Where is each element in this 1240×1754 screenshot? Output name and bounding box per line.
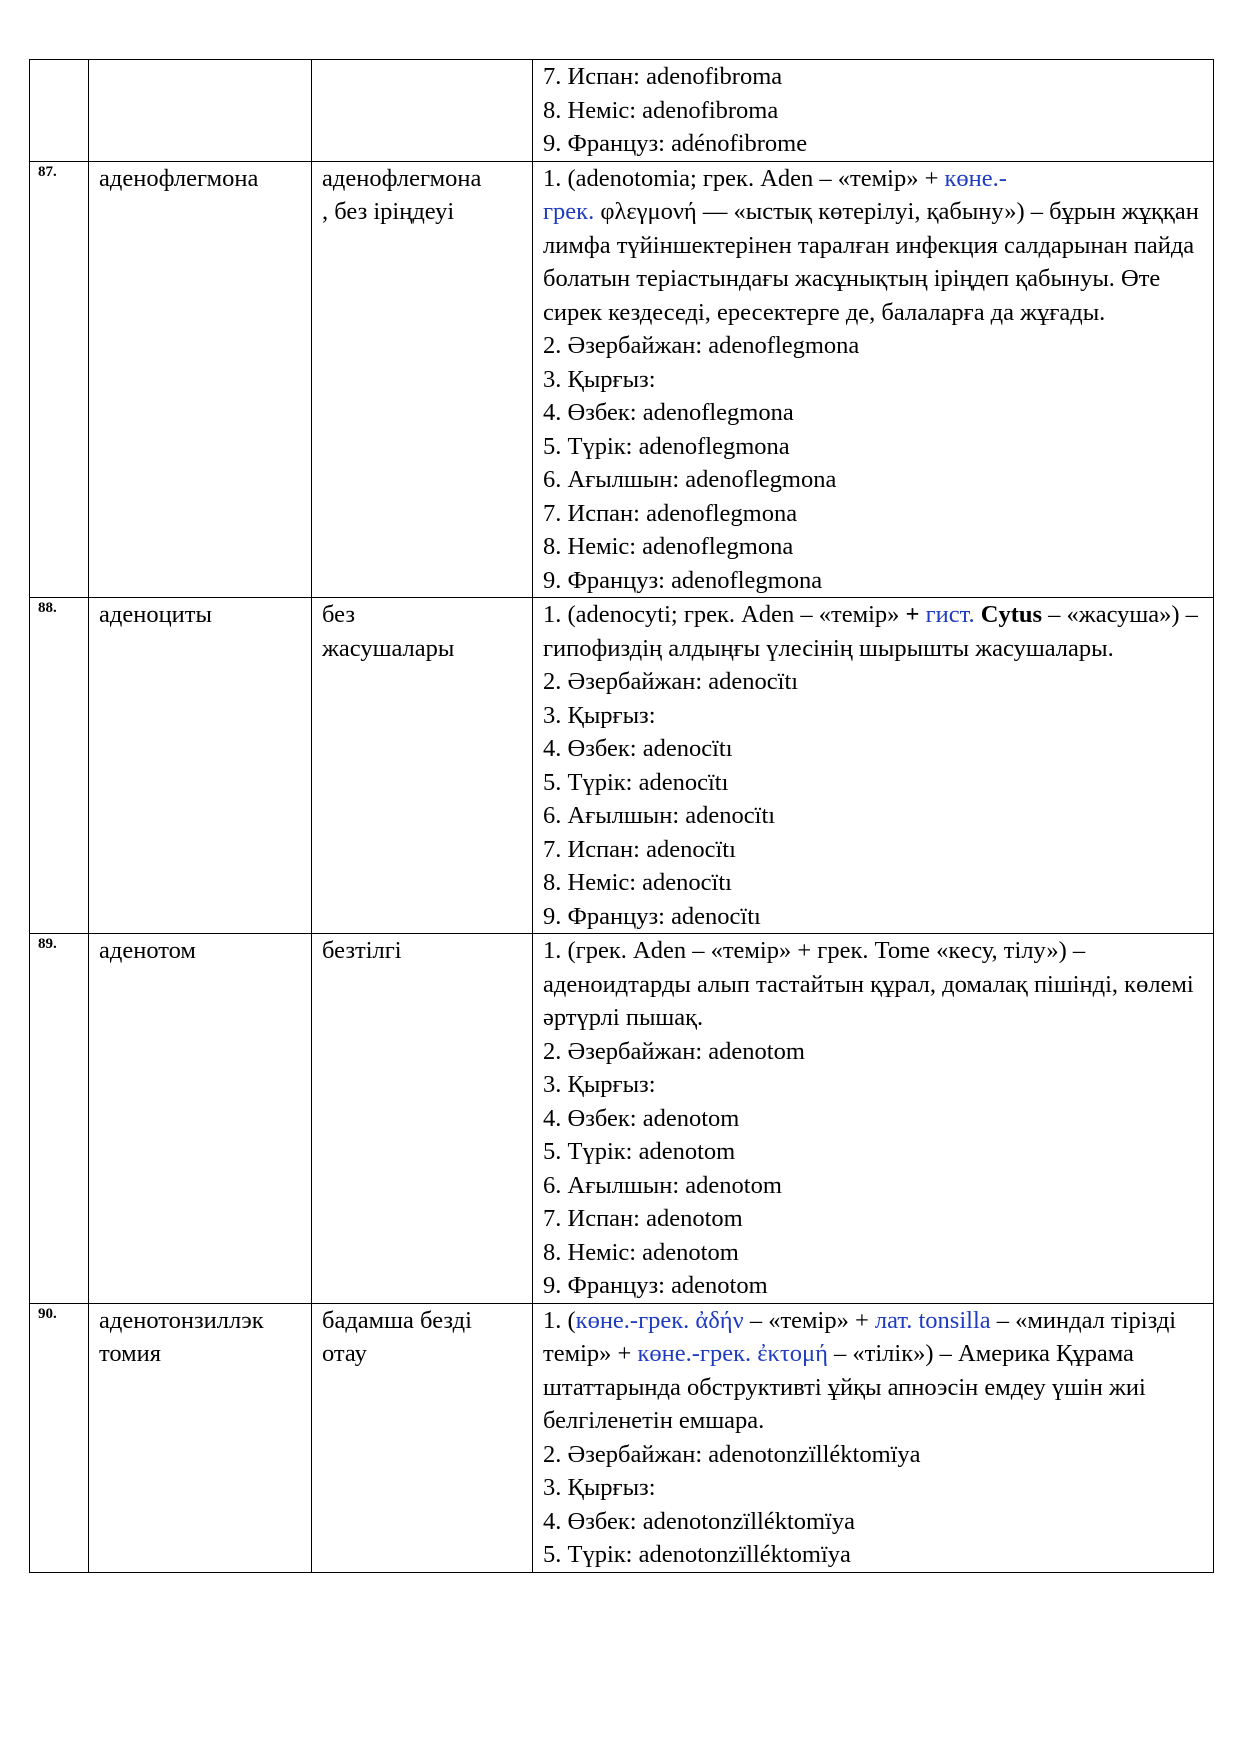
translation-line: 7. Испан: adenotom xyxy=(543,1205,743,1232)
translation-line: 3. Қырғыз: xyxy=(543,701,656,729)
definition-text xyxy=(543,598,1205,665)
def-part: – «темір» + xyxy=(743,1306,875,1334)
kazakh-line: безтілгі xyxy=(322,937,402,964)
def-part: 1. (adenocyti; грек. xyxy=(543,601,742,628)
translation-line: 2. Әзербайжан: adenocïtı xyxy=(543,668,799,695)
entry-definition xyxy=(533,598,1214,934)
def-part: – «тілік») – Америка Құрама штаттарында обструктивті ұйқы апноэсін емдеу үшін жиі белгіленетін емшара. xyxy=(543,1340,1146,1434)
kazakh-line: , без іріңдеуі xyxy=(322,198,455,225)
def-part: – «миндал тірізді темір» + xyxy=(543,1306,1177,1367)
translation-line: 5. Түрік: adenotom xyxy=(543,1138,736,1165)
term-line: аденотонзиллэк xyxy=(99,1306,264,1334)
kazakh-line: бадамша безді xyxy=(322,1306,472,1334)
def-part: Cytus xyxy=(974,601,1043,628)
entry-number: 90. xyxy=(30,1303,89,1572)
translation-line: 9. Француз: adenotom xyxy=(543,1272,768,1299)
entry-kazakh xyxy=(312,934,533,1304)
def-part: – «жасуша») – гипофиздің алдыңғы үлесінің шырышты жасушалары. xyxy=(543,601,1198,662)
translation-line: 2. Әзербайжан: adenotonzïlléktomïya xyxy=(543,1440,921,1468)
definition-text xyxy=(543,1304,1205,1438)
entry-term xyxy=(89,1303,312,1572)
translation-line: 9. Француз: adenoflegmona xyxy=(543,566,823,594)
def-part: – «темір» + xyxy=(813,164,945,192)
etymology-link: көне.-грек. ἐκτομή xyxy=(637,1340,828,1367)
term-line: томия xyxy=(99,1340,162,1367)
table-row xyxy=(30,1303,1214,1572)
definition-text xyxy=(543,162,1205,330)
translation-line: 2. Әзербайжан: adenoflegmona xyxy=(543,332,860,359)
translation-line: 3. Қырғыз: xyxy=(543,1071,656,1098)
translation-line: 3. Қырғыз: xyxy=(543,1474,656,1501)
entry-definition xyxy=(533,934,1214,1304)
table-row xyxy=(30,161,1214,598)
table-row xyxy=(30,598,1214,934)
kazakh-line: отау xyxy=(322,1340,367,1367)
translation-line: 6. Ағылшын: adenocïtı xyxy=(543,802,776,829)
kazakh-line: без xyxy=(322,601,355,628)
translation-line: 4. Өзбек: adenotonzïlléktomïya xyxy=(543,1507,855,1535)
def-part: + xyxy=(899,601,926,628)
etymology-link: гист. xyxy=(925,601,975,628)
def-part: – «темір» xyxy=(794,601,900,628)
translation-line: 8. Неміс: adenocïtı xyxy=(543,869,732,896)
etymology-link: лат. tonsilla xyxy=(874,1306,991,1334)
translation-line: 5. Түрік: adenotonzïlléktomïya xyxy=(543,1541,851,1568)
entry-definition xyxy=(533,1303,1214,1572)
translation-line: 5. Түрік: adenocïtı xyxy=(543,768,729,796)
table-row xyxy=(30,60,1214,162)
table-row xyxy=(30,934,1214,1304)
def-part: 1. (adenotomia; грек. xyxy=(543,164,761,192)
translation-line: 8. Неміс: adenotom xyxy=(543,1238,739,1266)
entry-number xyxy=(30,60,89,162)
translation-line: 8. Неміс: adenofibroma xyxy=(543,96,779,124)
translation-line: 8. Неміс: adenoflegmona xyxy=(543,533,794,560)
translation-line: 4. Өзбек: adenoflegmona xyxy=(543,399,794,426)
translation-line: 2. Әзербайжан: adenotom xyxy=(543,1037,805,1065)
entry-term: аденотом xyxy=(89,934,312,1304)
entry-term: аденоциты xyxy=(89,598,312,934)
def-part: Aden xyxy=(760,164,814,192)
kazakh-line: аденофлегмона xyxy=(322,164,482,192)
translation-line: 7. Испан: adenofibroma xyxy=(543,63,783,90)
translation-line: 9. Француз: adenocïtı xyxy=(543,902,761,930)
translation-line: 5. Түрік: adenoflegmona xyxy=(543,432,790,460)
translation-line: 9. Француз: adénofibrome xyxy=(543,130,808,157)
def-part: 1. (грек. xyxy=(543,937,633,964)
entry-number: 89. xyxy=(30,934,89,1304)
etymology-link: көне.- xyxy=(944,164,1007,192)
definition-text xyxy=(543,934,1205,1035)
etymology-link: грек. xyxy=(543,198,595,225)
def-part: Aden xyxy=(633,937,687,964)
entry-term xyxy=(89,60,312,162)
entry-kazakh xyxy=(312,598,533,934)
entry-term: аденофлегмона xyxy=(89,161,312,598)
def-part: – «темір» + грек. Tome «кесу, тілу») – аденоидтарды алып тастайтын құрал, домалақ пішінді, көлемі әртүрлі пышақ. xyxy=(543,937,1194,1031)
def-part: Aden xyxy=(741,601,795,628)
entry-number: 87. xyxy=(30,161,89,598)
kazakh-line: жасушалары xyxy=(322,634,455,662)
translation-line: 7. Испан: adenoflegmona xyxy=(543,499,798,527)
translation-line: 6. Ағылшын: adenoflegmona xyxy=(543,466,837,493)
etymology-link: көне.-грек. ἀδήν xyxy=(575,1306,744,1334)
entry-definition xyxy=(533,161,1214,598)
translation-line: 4. Өзбек: adenocïtı xyxy=(543,735,733,762)
translation-line: 6. Ағылшын: adenotom xyxy=(543,1171,782,1199)
translation-line: 3. Қырғыз: xyxy=(543,365,656,393)
entry-kazakh xyxy=(312,60,533,162)
translation-line: 7. Испан: adenocïtı xyxy=(543,835,736,863)
entry-kazakh xyxy=(312,1303,533,1572)
def-part: φλεγμονή — «ыстық көтерілуі, қабыну») – бұрын жұққан лимфа түйіншектерінен таралған инфекция салдарынан пайда болатын теріастындағы жасұнықтың іріңдеп қабынуы. Өте сирек кездеседі, ересектерге де, балаларға да жұғады. xyxy=(543,198,1199,326)
entry-number: 88. xyxy=(30,598,89,934)
entry-definition xyxy=(533,60,1214,162)
def-part: 1. ( xyxy=(543,1306,576,1334)
dictionary-table xyxy=(29,59,1214,1573)
translation-line: 4. Өзбек: adenotom xyxy=(543,1104,740,1132)
entry-kazakh xyxy=(312,161,533,598)
